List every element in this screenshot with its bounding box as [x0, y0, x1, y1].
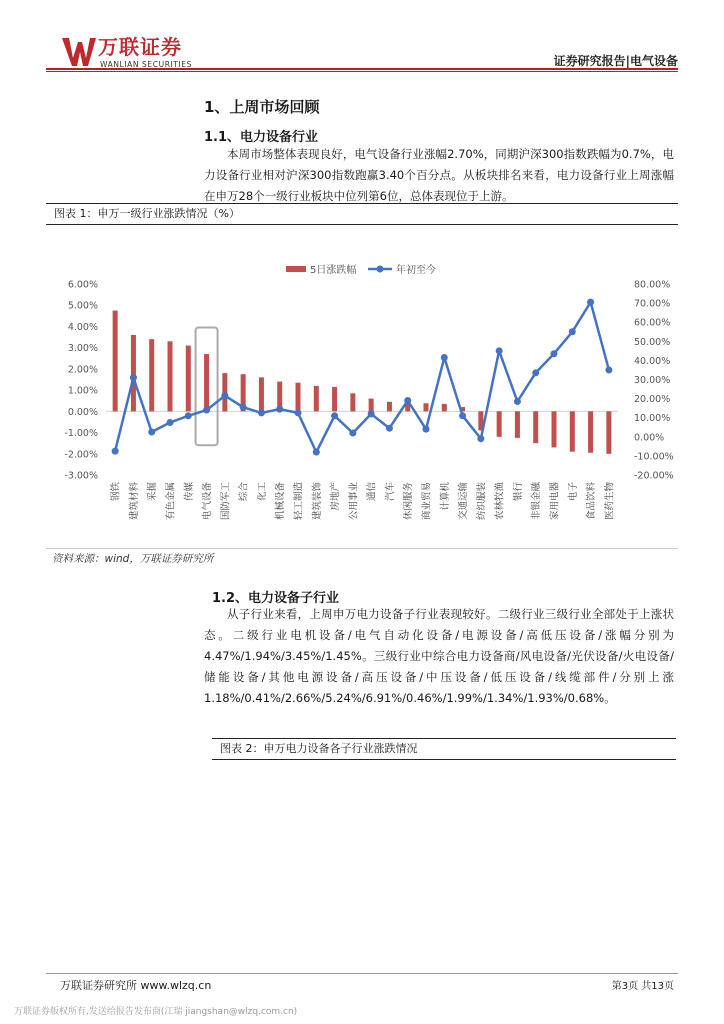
bar-5day-26	[570, 411, 575, 451]
bar-5day-6	[204, 354, 209, 411]
paragraph-1: 本周市场整体表现良好，电气设备行业涨幅2.70%，同期沪深300指数跌幅为0.7%，电力设备行业相对沪深300指数跑赢3.40个百分点。从板块排名来看，电力设备行业上周涨幅在申万28个一级行业板块中位列第6位，总体表现位于上游。	[204, 147, 674, 203]
left-axis-tick: 5.00%	[67, 300, 98, 312]
ytd-point-6	[203, 407, 210, 414]
figure-2-title: 图表 2：申万电力设备各子行业涨跌情况	[220, 742, 418, 755]
bar-5day-18	[424, 403, 429, 411]
ytd-point-4	[167, 419, 174, 426]
legend-label-bar: 5日涨跌幅	[310, 265, 357, 276]
category-label: 机械设备	[275, 482, 287, 521]
ytd-point-5	[185, 412, 192, 419]
figure-1-source: 资料来源：wind，万联证券研究所	[52, 553, 214, 565]
bar-5day-11	[296, 383, 301, 412]
logo-chinese: 万联证券	[98, 35, 182, 59]
footer-rule	[46, 973, 678, 974]
figure-2-caption	[212, 738, 676, 760]
ytd-point-2	[130, 374, 137, 381]
ytd-point-27	[587, 299, 594, 306]
ytd-point-18	[423, 426, 430, 433]
ytd-point-20	[459, 412, 466, 419]
ytd-point-8	[240, 404, 247, 411]
right-axis-tick: 70.00%	[634, 298, 671, 310]
ytd-point-28	[605, 366, 612, 373]
bar-5day-27	[588, 411, 593, 452]
category-label: 休闲服务	[403, 482, 415, 521]
ytd-point-3	[148, 429, 155, 436]
category-label: 通信	[366, 482, 378, 502]
right-axis-tick: -20.00%	[634, 470, 674, 482]
category-label: 电气设备	[202, 482, 214, 521]
ytd-point-15	[368, 410, 375, 417]
category-label: 轻工制造	[293, 482, 305, 521]
bar-5day-24	[533, 411, 538, 443]
ytd-point-17	[404, 397, 411, 404]
legend-bar-swatch	[286, 266, 306, 272]
source-divider	[46, 548, 678, 549]
figure-1-title: 图表 1：申万一级行业涨跌情况（%）	[54, 207, 240, 220]
industry-returns-chart	[46, 224, 678, 546]
header-rule	[46, 68, 678, 70]
category-label: 传媒	[183, 482, 195, 502]
category-label: 国防军工	[220, 482, 232, 521]
ytd-point-21	[477, 435, 484, 442]
right-axis-tick: 10.00%	[634, 413, 671, 425]
legend-label-line: 年初至今	[396, 265, 436, 276]
page-number: 第3页 共13页	[611, 981, 674, 992]
bar-5day-4	[168, 341, 173, 411]
ytd-point-10	[276, 406, 283, 413]
footer-brand: 万联证券研究所 www.wlzq.cn	[60, 979, 212, 992]
ytd-point-24	[532, 369, 539, 376]
category-label: 非银金融	[531, 482, 543, 521]
ytd-point-14	[349, 429, 356, 436]
ytd-point-23	[514, 398, 521, 405]
ytd-point-1	[112, 448, 119, 455]
legend-line-marker	[377, 266, 384, 273]
category-label: 综合	[238, 482, 250, 502]
category-label: 交通运输	[458, 482, 470, 521]
ytd-point-9	[258, 409, 265, 416]
bar-5day-1	[113, 311, 118, 412]
logo-english: WANLIAN SECURITIES	[100, 60, 193, 69]
left-axis-tick: -3.00%	[64, 470, 98, 482]
category-label: 有色金属	[165, 482, 177, 521]
category-label: 汽车	[384, 482, 396, 502]
section-heading: 1、上周市场回顾	[204, 98, 320, 116]
bar-5day-2	[131, 335, 136, 411]
right-axis-tick: 40.00%	[634, 355, 671, 367]
bar-5day-12	[314, 386, 319, 411]
company-logo-icon	[62, 36, 96, 68]
ytd-point-19	[441, 354, 448, 361]
ytd-point-22	[496, 347, 503, 354]
right-axis-tick: 50.00%	[634, 336, 671, 348]
bar-5day-9	[259, 377, 264, 411]
category-label: 纺织服装	[476, 482, 488, 521]
category-label: 钢铁	[110, 482, 122, 502]
category-label: 银行	[512, 482, 524, 502]
left-axis-tick: 4.00%	[67, 321, 98, 333]
bar-5day-7	[222, 373, 227, 411]
right-axis-tick: 60.00%	[634, 317, 671, 329]
bar-5day-16	[387, 402, 392, 412]
bar-5day-25	[552, 411, 557, 447]
header-rule-thin	[46, 71, 678, 72]
right-axis-tick: 0.00%	[634, 432, 665, 444]
category-label: 农林牧渔	[494, 482, 506, 521]
left-axis-tick: -1.00%	[64, 428, 98, 440]
ytd-point-12	[313, 449, 320, 456]
category-label: 房地产	[330, 482, 342, 511]
category-label: 食品饮料	[586, 482, 598, 521]
left-axis-tick: 0.00%	[67, 406, 98, 418]
copyright-watermark: 万联证券版权所有,发送给报告发布商(江瑞 jiangshan@wlzq.com.cn)	[14, 1007, 298, 1017]
bar-5day-13	[332, 387, 337, 411]
category-label: 公用事业	[348, 482, 360, 521]
category-label: 电子	[567, 482, 579, 502]
category-label: 建筑装饰	[311, 482, 323, 521]
right-axis-tick: 30.00%	[634, 375, 671, 386]
ytd-point-16	[386, 425, 393, 432]
report-tag: 证券研究报告|电气设备	[553, 54, 678, 68]
category-label: 采掘	[147, 482, 159, 502]
ytd-point-25	[551, 350, 558, 357]
category-label: 商业贸易	[421, 482, 433, 521]
subsection-heading-1: 1.1、电力设备行业	[204, 130, 319, 145]
bar-5day-22	[497, 411, 502, 436]
left-axis-tick: 3.00%	[67, 343, 98, 355]
category-label: 建筑材料	[128, 482, 140, 521]
figure-1-caption	[46, 203, 678, 225]
right-axis-tick: 80.00%	[634, 279, 671, 291]
bar-5day-3	[149, 339, 154, 411]
left-axis-tick: 6.00%	[67, 279, 98, 291]
ytd-point-7	[221, 392, 228, 399]
paragraph-2: 从子行业来看，上周申万电力设备子行业表现较好。二级行业三级行业全部处于上涨状态。二级行业电机设备/电气自动化设备/电源设备/高低压设备/涨幅分别为4.47%/1.94%/3.45%/1.45%。三级行业中综合电力设备商/风电设备/光伏设备/火电设备/储能设备/其他电源设备/高压设备/中压设备/低压设备/线缆部件/分别上涨1.18%/0.41%/2.66%/5.24%/6.91%/0.46%/1.99%/1.34%/1.93%/0.68%。	[204, 607, 674, 705]
bar-5day-19	[442, 404, 447, 411]
subsection-heading-2: 1.2、电力设备子行业	[212, 591, 340, 606]
bar-5day-14	[350, 393, 355, 411]
bar-5day-5	[186, 346, 191, 412]
category-label: 计算机	[439, 482, 451, 511]
right-axis-tick: -10.00%	[634, 451, 674, 463]
bar-5day-15	[369, 399, 374, 412]
ytd-point-11	[295, 409, 302, 416]
ytd-point-26	[569, 328, 576, 335]
right-axis-tick: 20.00%	[634, 394, 671, 406]
bar-5day-23	[515, 411, 520, 438]
category-label: 家用电器	[549, 482, 561, 521]
left-axis-tick: 2.00%	[67, 364, 98, 376]
left-axis-tick: -2.00%	[64, 449, 98, 461]
bar-5day-28	[606, 411, 611, 453]
category-label: 化工	[256, 482, 268, 502]
category-label: 医药生物	[604, 482, 616, 521]
left-axis-tick: 1.00%	[67, 385, 98, 397]
ytd-point-13	[331, 412, 338, 419]
